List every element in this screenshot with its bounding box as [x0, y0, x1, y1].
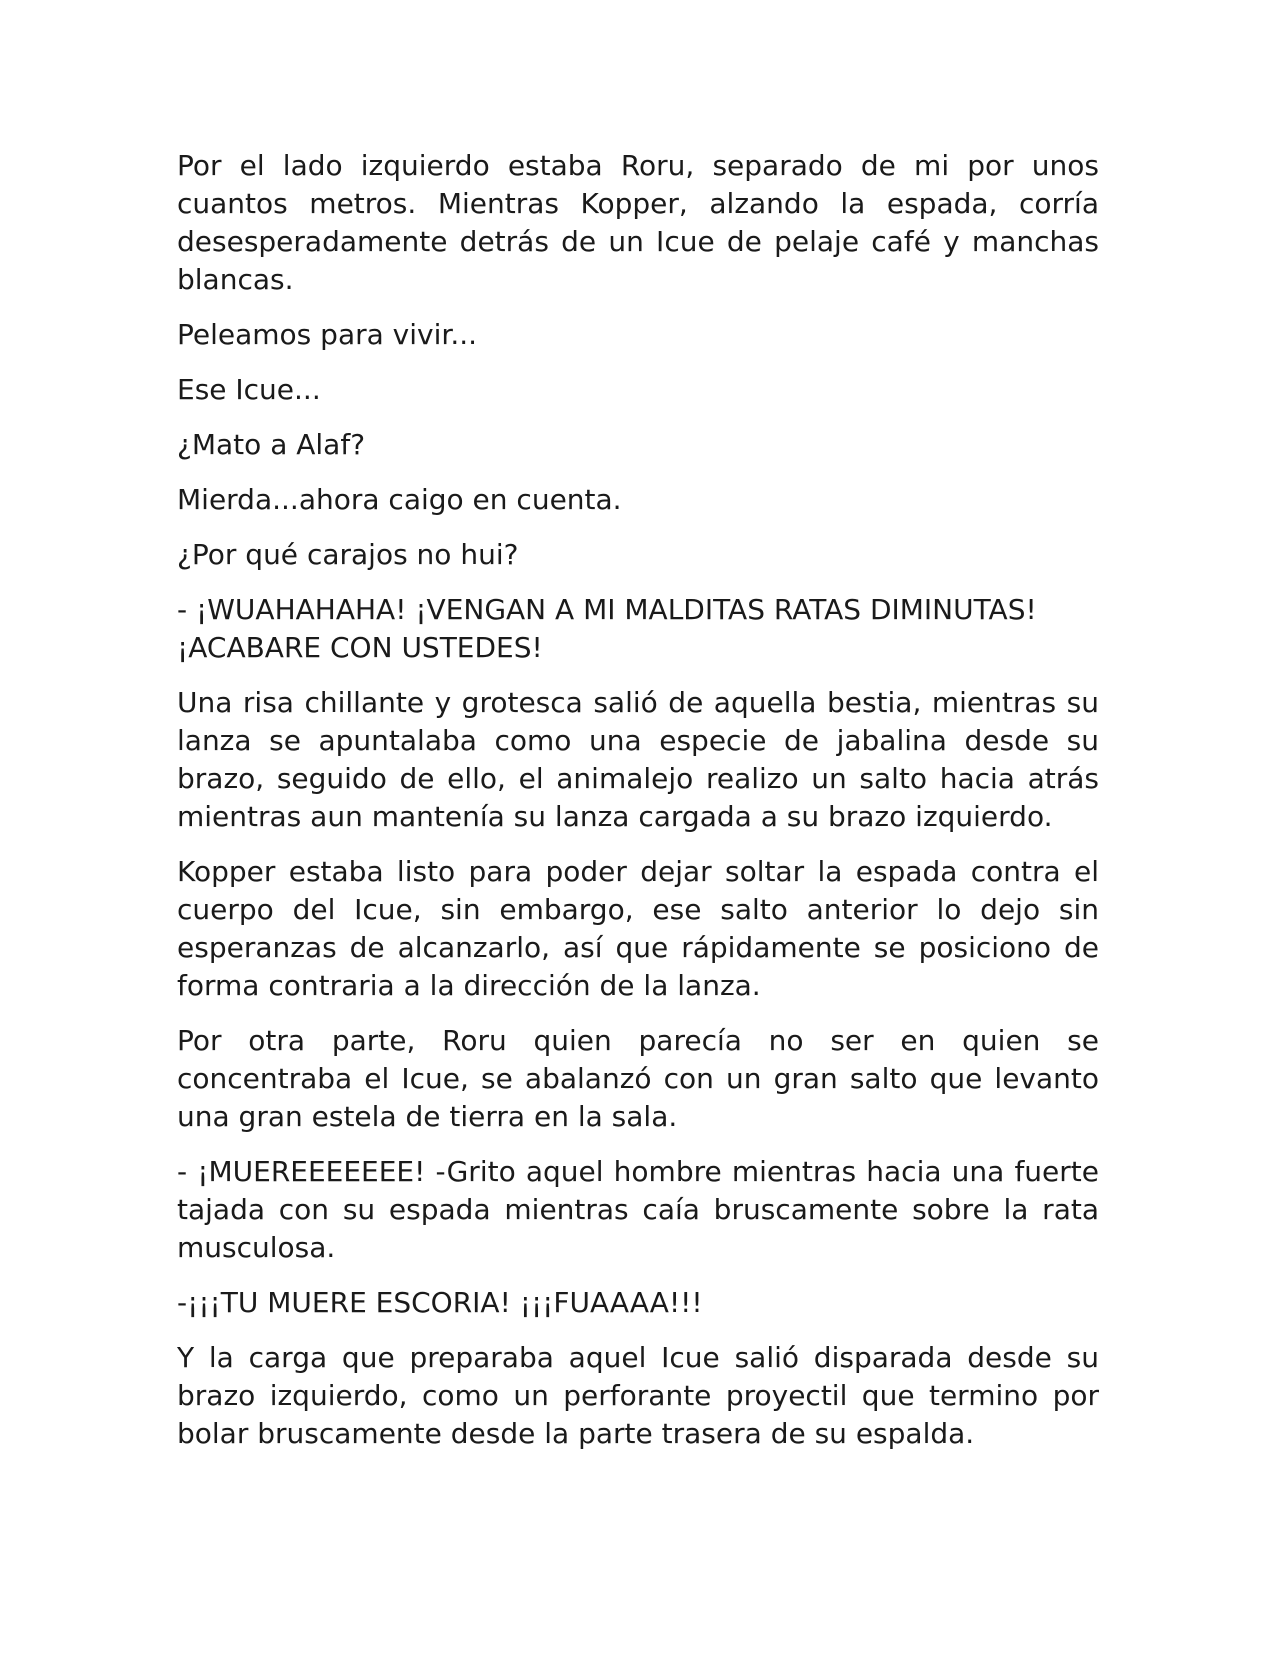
paragraph: Y la carga que preparaba aquel Icue salió disparada desde su brazo izquierdo, como un perforante proyectil que termino por bolar bruscamente desde la parte trasera de su espalda. — [177, 1341, 1099, 1450]
paragraph: - ¡MUEREEEEEEE! -Grito aquel hombre mientras hacia una fuerte tajada con su espada mientras caía bruscamente sobre la rata musculosa. — [177, 1155, 1099, 1264]
paragraph: Por otra parte, Roru quien parecía no ser en quien se concentraba el Icue, se abalanzó con un gran salto que levanto una gran estela de tierra en la sala. — [177, 1024, 1099, 1133]
paragraph: Por el lado izquierdo estaba Roru, separado de mi por unos cuantos metros. Mientras Kopper, alzando la espada, corría desesperadamente detrás de un Icue de pelaje café y manchas blancas. — [177, 149, 1099, 296]
paragraph: Kopper estaba listo para poder dejar soltar la espada contra el cuerpo del Icue, sin embargo, ese salto anterior lo dejo sin esperanzas de alcanzarlo, así que rápidamente se posiciono de forma contraria a la dirección de la lanza. — [177, 855, 1099, 1002]
paragraph: Mierda...ahora caigo en cuenta. — [177, 483, 622, 516]
paragraph: Peleamos para vivir... — [177, 318, 478, 351]
paragraph: - ¡WUAHAHAHA! ¡VENGAN A MI MALDITAS RATAS DIMINUTAS! ¡ACABARE CON USTEDES! — [177, 593, 1037, 664]
paragraph: Ese Icue... — [177, 373, 321, 406]
paragraph: -¡¡¡TU MUERE ESCORIA! ¡¡¡FUAAAA!!! — [177, 1286, 703, 1319]
document-page — [177, 147, 1099, 1470]
paragraph: Una risa chillante y grotesca salió de aquella bestia, mientras su lanza se apuntalaba como una especie de jabalina desde su brazo, seguido de ello, el animalejo realizo un salto hacia atrás mientras aun mantenía su lanza cargada a su brazo izquierdo. — [177, 686, 1099, 833]
paragraph: ¿Por qué carajos no hui? — [177, 538, 519, 571]
paragraph: ¿Mato a Alaf? — [177, 428, 366, 461]
